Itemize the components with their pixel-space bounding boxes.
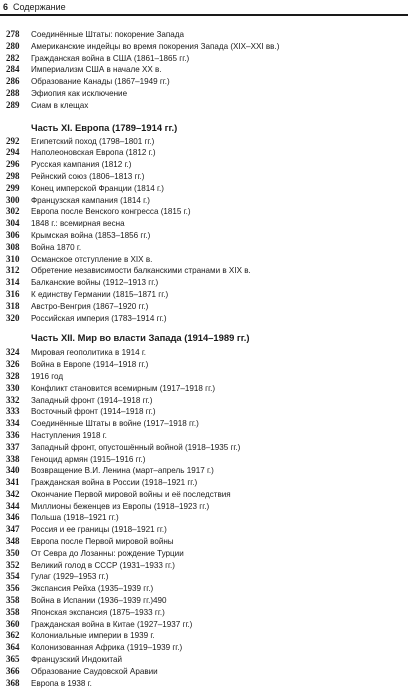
toc-page-number: 316 <box>6 288 20 299</box>
toc-page-number: 298 <box>6 170 20 181</box>
toc-page-number: 360 <box>6 618 20 629</box>
toc-page-number: 337 <box>6 441 20 452</box>
toc-entry-title: Образование Канады (1867–1949 гг.) <box>31 77 170 87</box>
toc-entry-title: Польша (1918–1921 гг.) <box>31 513 119 523</box>
toc-entry[interactable] <box>6 313 401 325</box>
toc-entry-title: Наступления 1918 г. <box>31 430 107 440</box>
toc-entry-title: Европа после Первой мировой войны <box>31 537 174 547</box>
part-heading: Часть XII. Мир во власти Запада (1914–1989 гг.) <box>31 332 250 344</box>
toc-page-number: 294 <box>6 147 20 158</box>
toc-page-number: 296 <box>6 159 20 170</box>
toc-entry-title: Обретение независимости балканскими странами в XIX в. <box>31 266 251 276</box>
toc-entry[interactable] <box>6 418 401 430</box>
toc-entry[interactable] <box>6 395 401 407</box>
toc-page-number: 358 <box>6 595 20 606</box>
toc-entry[interactable] <box>6 619 401 631</box>
toc-entry[interactable] <box>6 371 401 383</box>
toc-entry[interactable] <box>6 301 401 313</box>
toc-entry[interactable] <box>6 41 401 53</box>
toc-entry-title: Рейнский союз (1806–1813 гг.) <box>31 171 145 181</box>
toc-entry[interactable] <box>6 512 401 524</box>
toc-page-number: 358 <box>6 606 20 617</box>
toc-entry-title: Сиам в клещах <box>31 100 89 110</box>
toc-page-number: 310 <box>6 253 20 264</box>
toc-entry[interactable] <box>6 242 401 254</box>
toc-page-number: 278 <box>6 29 20 39</box>
toc-entry[interactable] <box>6 147 401 159</box>
toc-page-number: 348 <box>6 536 20 547</box>
toc-page-number: 306 <box>6 229 20 240</box>
toc-page-number: 338 <box>6 453 20 464</box>
toc-page-number: 284 <box>6 64 20 75</box>
toc-entry[interactable] <box>6 265 401 277</box>
toc-entry[interactable] <box>6 630 401 642</box>
toc-entry-title: Возвращение В.И. Ленина (март–апрель 1917 г.) <box>31 466 214 476</box>
toc-page-number: 289 <box>6 99 20 110</box>
toc-entry-title: Конец имперской Франции (1814 г.) <box>31 183 164 193</box>
toc-page-number: 346 <box>6 512 20 523</box>
toc-entry-title: Российская империя (1783–1914 гг.) <box>31 313 167 323</box>
toc-page-number: 340 <box>6 465 20 476</box>
toc-entry-title: Колониальные империи в 1939 г. <box>31 631 155 641</box>
toc-entry-title: Балканские войны (1912–1913 гг.) <box>31 278 159 288</box>
toc-entry[interactable] <box>6 206 401 218</box>
page-number: 6 <box>3 2 9 12</box>
toc-entry-title: К единству Германии (1815–1871 гг.) <box>31 289 169 299</box>
toc-entry[interactable] <box>6 64 401 76</box>
toc-entry-title: Соединённые Штаты в войне (1917–1918 гг.) <box>31 419 199 429</box>
toc-page-number: 324 <box>6 347 20 358</box>
toc-page-number: 314 <box>6 277 20 288</box>
toc-entry[interactable] <box>6 524 401 536</box>
toc-page-number: 280 <box>6 40 20 51</box>
table-of-contents <box>6 29 401 689</box>
header-rule <box>0 14 408 16</box>
toc-page-number: 354 <box>6 571 20 582</box>
toc-page-number: 356 <box>6 583 20 594</box>
toc-entry-title: Миллионы беженцев из Европы (1918–1923 гг.) <box>31 501 210 511</box>
page-header <box>0 0 408 18</box>
toc-entry-title: Великий голод в СССР (1931–1933 гг.) <box>31 560 175 570</box>
toc-entry-title: Экспансия Рейха (1935–1939 гг.) <box>31 584 154 594</box>
part-heading: Часть XI. Европа (1789–1914 гг.) <box>31 121 178 133</box>
toc-entry[interactable] <box>6 560 401 572</box>
toc-entry[interactable] <box>6 465 401 477</box>
toc-entry-title: Война 1870 г. <box>31 242 82 252</box>
toc-entry[interactable] <box>6 666 401 678</box>
toc-entry[interactable] <box>6 359 401 371</box>
toc-entry-title: Японская экспансия (1875–1933 гг.) <box>31 607 165 617</box>
toc-page-number: 292 <box>6 135 20 146</box>
toc-entry[interactable] <box>6 477 401 489</box>
toc-entry[interactable] <box>6 642 401 654</box>
toc-entry[interactable] <box>6 277 401 289</box>
toc-page-number: 347 <box>6 524 20 535</box>
toc-page-number: 286 <box>6 76 20 87</box>
toc-entry-title: Мировая геополитика в 1914 г. <box>31 348 147 358</box>
toc-entry-title: Конфликт становится всемирным (1917–1918 гг.) <box>31 383 216 393</box>
toc-entry[interactable] <box>6 501 401 513</box>
toc-page-number: 332 <box>6 394 20 405</box>
toc-entry[interactable] <box>6 218 401 230</box>
toc-entry[interactable] <box>6 183 401 195</box>
toc-page-number: 320 <box>6 312 20 323</box>
toc-page-number: 304 <box>6 218 20 229</box>
toc-entry-title: Окончание Первой мировой войны и её последствия <box>31 489 231 499</box>
toc-entry[interactable] <box>6 254 401 266</box>
toc-entry-title: Французская кампания (1814 г.) <box>31 195 150 205</box>
toc-entry[interactable] <box>6 195 401 207</box>
toc-page-number: 336 <box>6 429 20 440</box>
toc-entry-title: Колонизованная Африка (1919–1939 гг.) <box>31 643 183 653</box>
toc-entry-title: 1916 год <box>31 371 64 381</box>
toc-page-number: 318 <box>6 300 20 311</box>
toc-entry-title: Французский Индокитай <box>31 655 123 665</box>
toc-entry[interactable] <box>6 347 401 359</box>
toc-entry[interactable] <box>6 454 401 466</box>
toc-entry[interactable] <box>6 230 401 242</box>
toc-entry-title: Американские индейцы во время покорения Запада (XIX–XXI вв.) <box>31 41 280 51</box>
toc-entry-title: Европа в 1938 г. <box>31 678 92 688</box>
toc-page-number: 328 <box>6 370 20 381</box>
toc-entry[interactable] <box>6 100 401 112</box>
toc-entry[interactable] <box>6 289 401 301</box>
toc-entry[interactable] <box>6 442 401 454</box>
toc-entry[interactable] <box>6 583 401 595</box>
toc-page-number: 333 <box>6 406 20 417</box>
toc-entry[interactable] <box>6 383 401 395</box>
toc-entry[interactable] <box>6 406 401 418</box>
toc-page-number: 302 <box>6 206 20 217</box>
toc-entry[interactable] <box>6 654 401 666</box>
toc-page-number: 308 <box>6 241 20 252</box>
toc-entry[interactable] <box>6 29 401 41</box>
toc-entry-title: Египетский поход (1798–1801 гг.) <box>31 136 155 146</box>
toc-page-number: 312 <box>6 265 20 276</box>
toc-entry-title: Геноцид армян (1915–1916 гг.) <box>31 454 146 464</box>
toc-entry[interactable] <box>6 607 401 619</box>
running-title: Содержание <box>13 2 66 12</box>
toc-entry-title: Россия и ее границы (1918–1921 гг.) <box>31 525 167 535</box>
toc-entry-title: Австро-Венгрия (1867–1920 гг.) <box>31 301 149 311</box>
toc-entry-title: Гражданская война в Китае (1927–1937 гг.) <box>31 619 193 629</box>
toc-entry[interactable] <box>6 678 401 689</box>
toc-entry[interactable] <box>6 159 401 171</box>
toc-entry-title: Гражданская война в России (1918–1921 гг.) <box>31 478 198 488</box>
toc-entry-title: Война в Испании (1936–1939 гг.)490 <box>31 596 167 606</box>
toc-entry-title: Наполеоновская Европа (1812 г.) <box>31 148 156 158</box>
toc-page-number: 364 <box>6 642 20 653</box>
toc-page-number: 368 <box>6 677 20 688</box>
toc-page-number: 352 <box>6 559 20 570</box>
toc-page-number: 282 <box>6 52 20 63</box>
toc-entry[interactable] <box>6 136 401 148</box>
toc-page-number: 299 <box>6 182 20 193</box>
toc-page-number: 344 <box>6 500 20 511</box>
toc-entry-title: Османское отступление в XIX в. <box>31 254 153 264</box>
toc-page-number: 300 <box>6 194 20 205</box>
toc-page-number: 365 <box>6 654 20 665</box>
toc-entry-title: Эфиопия как исключение <box>31 88 128 98</box>
toc-entry[interactable] <box>6 430 401 442</box>
toc-entry[interactable] <box>6 536 401 548</box>
toc-entry[interactable] <box>6 76 401 88</box>
toc-entry-title: Гулаг (1929–1953 гг.) <box>31 572 109 582</box>
toc-entry[interactable] <box>6 88 401 100</box>
toc-entry[interactable] <box>6 489 401 501</box>
toc-page-number: 288 <box>6 87 20 98</box>
toc-page-number: 350 <box>6 547 20 558</box>
toc-entry-title: Гражданская война в США (1861–1865 гг.) <box>31 53 190 63</box>
toc-page-number: 342 <box>6 488 20 499</box>
toc-entry-title: Западный фронт, опустошённый войной (1918–1935 гг.) <box>31 442 241 452</box>
toc-entry-title: Соединённые Штаты: покорение Запада <box>31 30 185 39</box>
toc-entry-title: Крымская война (1853–1856 гг.) <box>31 230 151 240</box>
toc-entry-title: Война в Европе (1914–1918 гг.) <box>31 360 149 370</box>
toc-page-number: 366 <box>6 665 20 676</box>
toc-entry-title: Русская кампания (1812 г.) <box>31 160 132 170</box>
toc-entry-title: 1848 г.: всемирная весна <box>31 219 125 229</box>
toc-entry[interactable] <box>6 171 401 183</box>
toc-page-number: 341 <box>6 477 20 488</box>
toc-entry-title: От Севра до Лозанны: рождение Турции <box>31 548 184 558</box>
toc-page-number: 326 <box>6 359 20 370</box>
toc-page-number: 330 <box>6 382 20 393</box>
toc-entry[interactable] <box>6 595 401 607</box>
toc-entry[interactable] <box>6 571 401 583</box>
toc-entry-title: Европа после Венского конгресса (1815 г.) <box>31 207 191 217</box>
toc-entry-title: Образование Саудовской Аравии <box>31 666 158 676</box>
toc-entry[interactable] <box>6 53 401 65</box>
toc-entry-title: Империализм США в начале XX в. <box>31 65 162 75</box>
toc-entry-title: Западный фронт (1914–1918 гг.) <box>31 395 153 405</box>
toc-entry-title: Восточный фронт (1914–1918 гг.) <box>31 407 156 417</box>
toc-entry[interactable] <box>6 548 401 560</box>
toc-page-number: 334 <box>6 418 20 429</box>
toc-page-number: 362 <box>6 630 20 641</box>
